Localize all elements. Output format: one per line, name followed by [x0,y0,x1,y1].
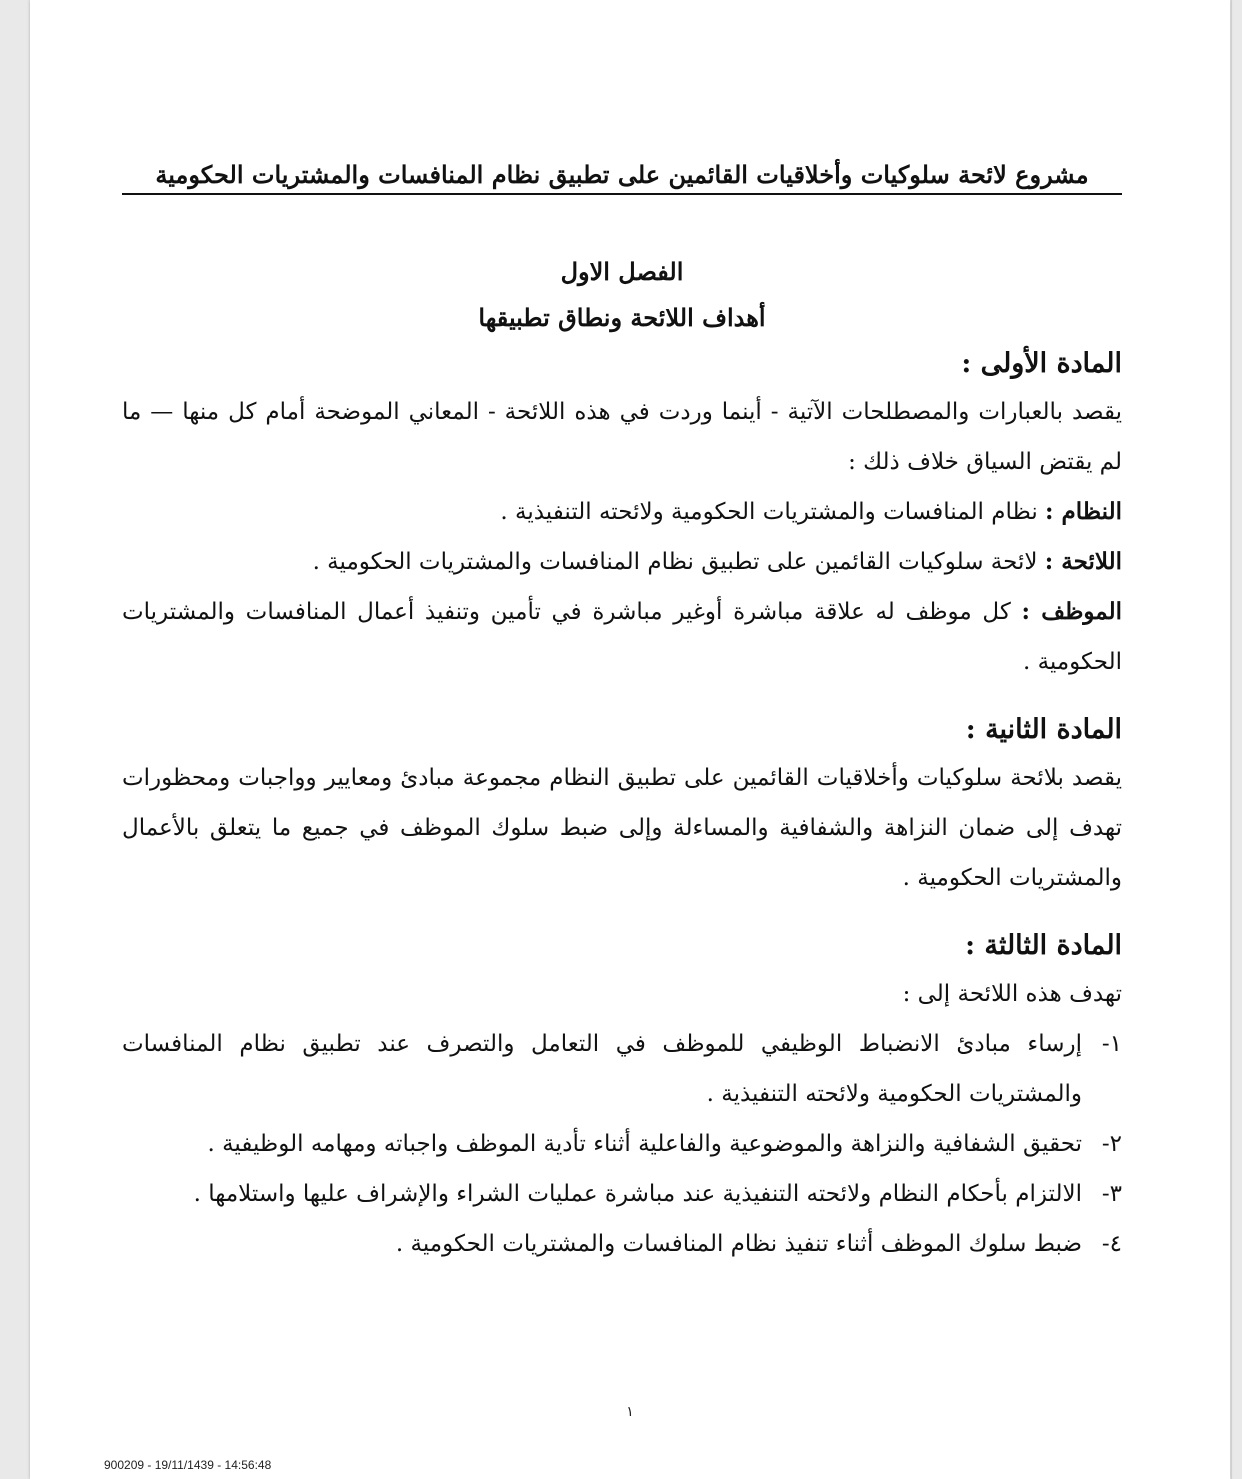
article-3-heading: المادة الثالثة : [965,930,1122,961]
list-item [122,1219,1122,1269]
definition-employee [122,587,1122,687]
document-body [122,148,1122,1269]
list-item-number: ٤- [1101,1231,1122,1257]
list-item-number: ٢- [1101,1131,1122,1157]
chapter-subtitle: أهداف اللائحة ونطاق تطبيقها [478,303,766,332]
list-item-text: إرساء مبادئ الانضباط الوظيفي للموظف في التعامل والتصرف عند تطبيق نظام المنافسات والمشتريات الحكومية ولائحته التنفيذية . [122,1031,1082,1107]
list-item [122,1169,1122,1219]
document-page [30,0,1230,1479]
article-2 [122,707,1122,903]
page-number: ١ [626,1404,634,1420]
list-item [122,1119,1122,1169]
document-title: مشروع لائحة سلوكيات وأخلاقيات القائمين على تطبيق نظام المنافسات والمشتريات الحكومية [122,160,1122,195]
page-edge-divider [1231,0,1232,1479]
article-3-intro: تهدف هذه اللائحة إلى : [902,981,1122,1007]
definition-term: اللائحة : [1044,548,1122,575]
list-item-text: الالتزام بأحكام النظام ولائحته التنفيذية عند مباشرة عمليات الشراء والإشراف عليها واستلامها . [193,1181,1082,1207]
article-1 [122,341,1122,687]
chapter-label: الفصل الاول [560,257,684,286]
article-1-heading: المادة الأولى : [961,348,1122,379]
article-3 [122,923,1122,1269]
list-item [122,1019,1122,1119]
list-item-text: ضبط سلوك الموظف أثناء تنفيذ نظام المنافسات والمشتريات الحكومية . [395,1231,1082,1257]
list-item-text: تحقيق الشفافية والنزاهة والموضوعية والفاعلية أثناء تأدية الموظف واجباته ومهامه الوظيفية . [207,1131,1082,1157]
definition-text: لائحة سلوكيات القائمين على تطبيق نظام المنافسات والمشتريات الحكومية . [312,549,1038,575]
footer-stamp: 900209 - 19/11/1439 - 14:56:48 [104,1458,272,1472]
article-2-heading: المادة الثانية : [965,714,1122,745]
definition-term: النظام : [1045,498,1122,525]
definition-text: نظام المنافسات والمشتريات الحكومية ولائحته التنفيذية . [500,499,1038,525]
definition-text: كل موظف له علاقة مباشرة أوغير مباشرة في تأمين وتنفيذ أعمال المنافسات والمشتريات الحكومية . [122,599,1122,675]
definition-term: الموظف : [1021,598,1122,625]
definition-system [122,487,1122,537]
article-2-text: يقصد بلائحة سلوكيات وأخلاقيات القائمين على تطبيق النظام مجموعة مبادئ ومعايير وواجبات ومحظورات تهدف إلى ضمان النزاهة والشفافية والمساءلة وإلى ضبط سلوك الموظف في جميع ما يتعلق بالأعمال والمشتريات الحكومية . [122,765,1122,891]
list-item-number: ٣- [1101,1181,1122,1207]
article-1-intro: يقصد بالعبارات والمصطلحات الآتية - أينما وردت في هذه اللائحة - المعاني الموضحة أمام كل منها — ما لم يقتض السياق خلاف ذلك : [122,399,1122,475]
definition-regulation [122,537,1122,587]
list-item-number: ١- [1101,1031,1122,1057]
